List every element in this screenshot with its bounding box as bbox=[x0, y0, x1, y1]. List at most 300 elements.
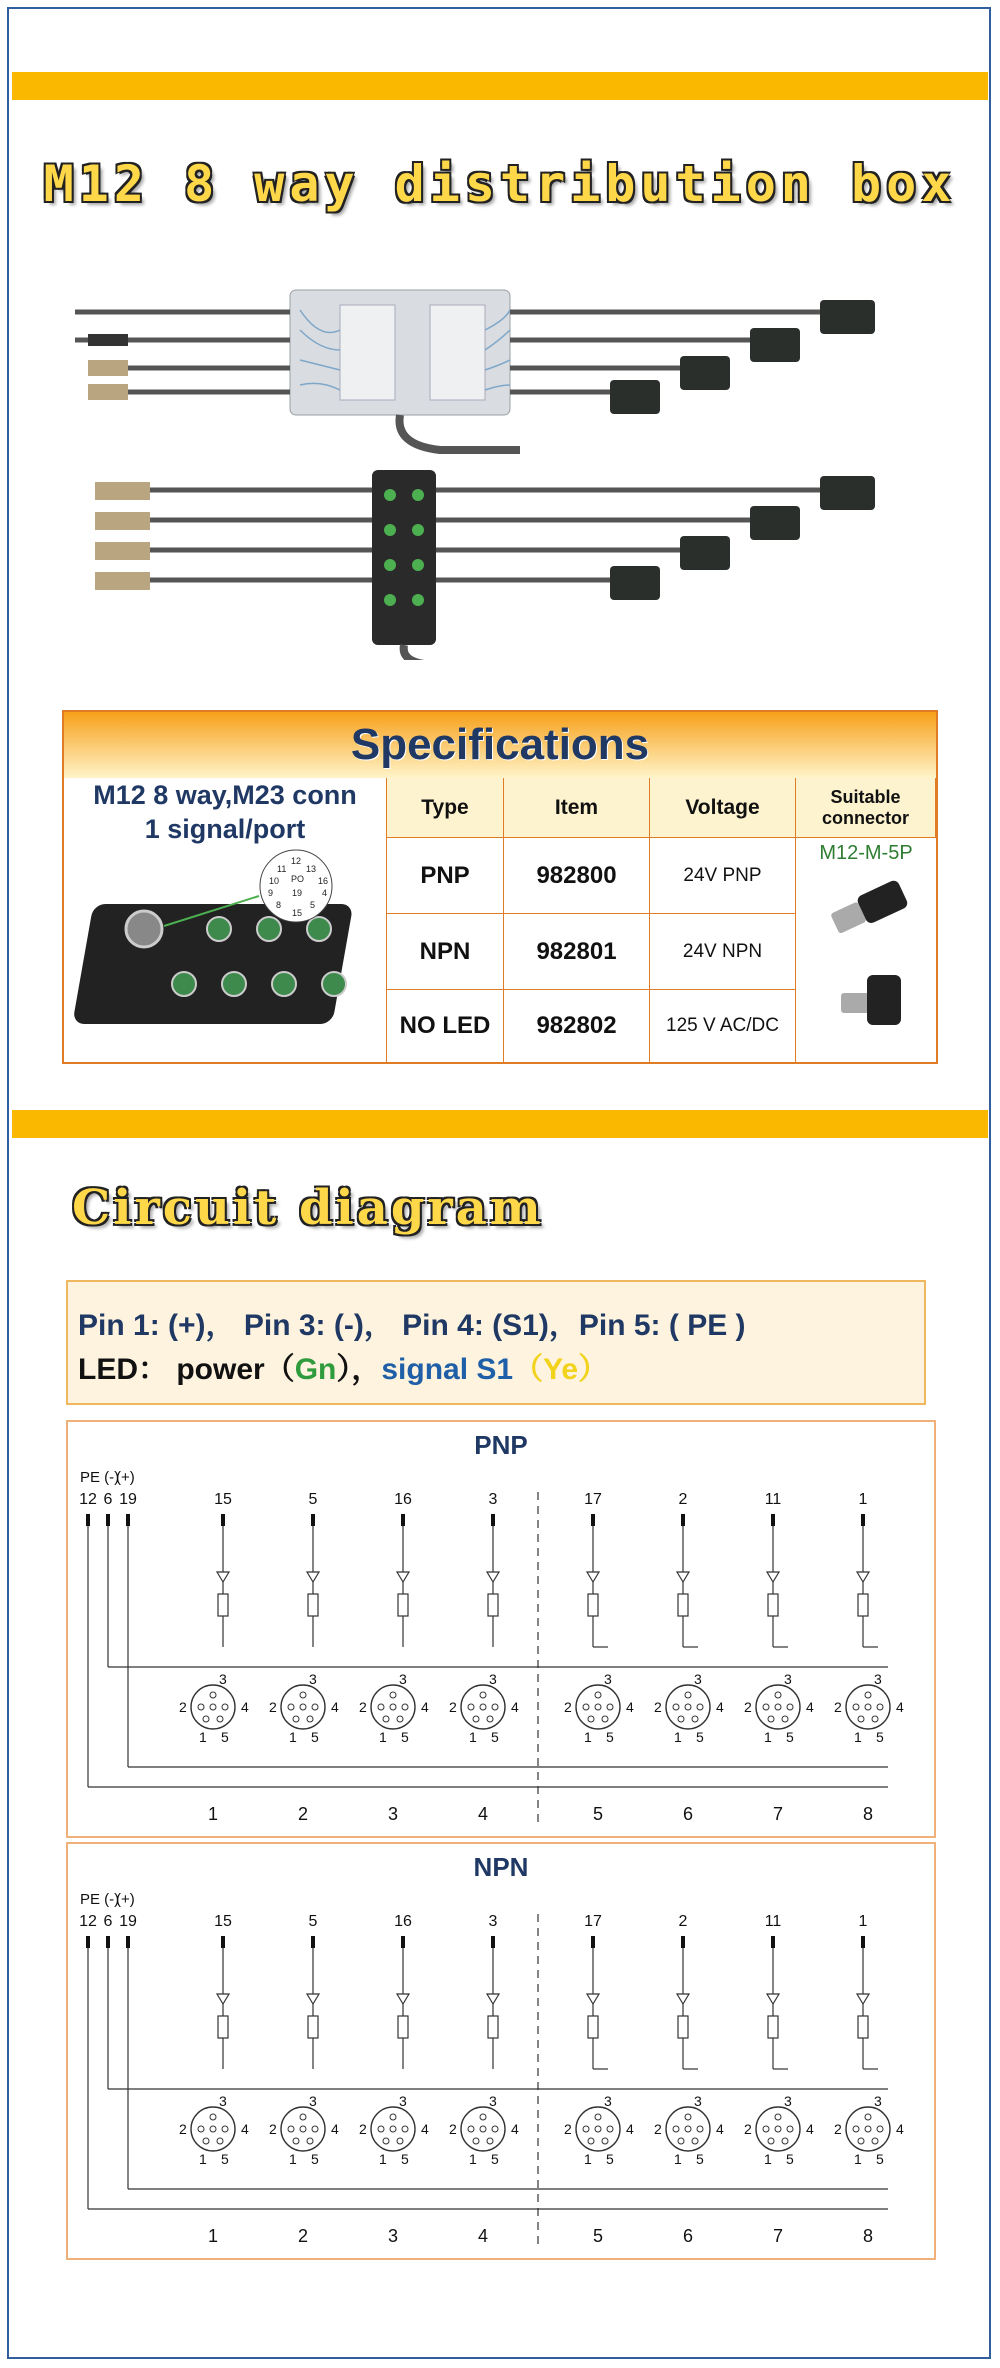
resistor bbox=[488, 1594, 498, 1616]
port-number: 5 bbox=[592, 2226, 604, 2246]
connector-pin-label: 1 bbox=[764, 2151, 772, 2167]
pin-dot bbox=[782, 1716, 788, 1722]
pin-dot bbox=[865, 1692, 871, 1698]
svg-text:11: 11 bbox=[277, 864, 287, 874]
npn-diagram bbox=[66, 1842, 936, 2260]
pin-dot bbox=[397, 1716, 403, 1722]
connector-pin-label: 5 bbox=[606, 1729, 614, 1745]
terminal-label: 12 bbox=[79, 1913, 97, 1930]
port-number: 8 bbox=[862, 2226, 874, 2246]
product-photo bbox=[64, 844, 386, 1064]
pin-dot bbox=[692, 1716, 698, 1722]
circuit-svg bbox=[68, 1422, 934, 1836]
connector-pin-label: 1 bbox=[379, 2151, 387, 2167]
connector-pin-label: 5 bbox=[786, 2151, 794, 2167]
connector-pin-label: 2 bbox=[654, 2121, 662, 2137]
pin-dot bbox=[487, 2138, 493, 2144]
led-open: （ bbox=[513, 1353, 544, 1386]
svg-text:16: 16 bbox=[318, 876, 329, 886]
pin-dot bbox=[312, 1704, 318, 1710]
pin-dot bbox=[402, 2126, 408, 2132]
row-npn-voltage: 24V NPN bbox=[650, 914, 796, 990]
led-symbol bbox=[307, 1994, 319, 2004]
row-npn-type: NPN bbox=[386, 914, 504, 990]
pin-dot bbox=[595, 1704, 601, 1710]
port-number: 7 bbox=[772, 2226, 784, 2246]
connector-pin-label: 4 bbox=[806, 2121, 814, 2137]
pin-dot bbox=[858, 2138, 864, 2144]
port-number: 2 bbox=[297, 1804, 309, 1824]
connector-pin-label: 3 bbox=[784, 2093, 792, 2109]
pin-dot bbox=[198, 2126, 204, 2132]
led-symbol bbox=[677, 1572, 689, 1582]
pin-dot bbox=[300, 1692, 306, 1698]
led-symbol bbox=[857, 1994, 869, 2004]
row-pnp-type: PNP bbox=[386, 838, 504, 914]
connector-pin-label: 5 bbox=[491, 1729, 499, 1745]
connector-pin-label: 1 bbox=[854, 2151, 862, 2167]
connector-pin-label: 2 bbox=[564, 1699, 572, 1715]
section-accent-band bbox=[12, 1110, 988, 1138]
connector-pin-label: 3 bbox=[309, 2093, 317, 2109]
terminal-label: 17 bbox=[584, 1491, 602, 1508]
connector-pin-label: 2 bbox=[654, 1699, 662, 1715]
pin-dot bbox=[607, 1704, 613, 1710]
resistor bbox=[858, 2016, 868, 2038]
svg-text:10: 10 bbox=[269, 876, 280, 886]
pin-dot bbox=[473, 2138, 479, 2144]
pin-dot bbox=[763, 2126, 769, 2132]
resistor bbox=[308, 2016, 318, 2038]
connector-pin-label: 4 bbox=[716, 2121, 724, 2137]
pin-dot bbox=[210, 1692, 216, 1698]
pin-dot bbox=[775, 2126, 781, 2132]
led-symbol bbox=[677, 1994, 689, 2004]
port-number: 8 bbox=[862, 1804, 874, 1824]
pin-dot bbox=[210, 2114, 216, 2120]
led-symbol bbox=[217, 1994, 229, 2004]
terminal-label: 19 bbox=[119, 1491, 137, 1508]
pin-dot bbox=[678, 2138, 684, 2144]
connector-pin-label: 2 bbox=[834, 2121, 842, 2137]
pin-dot bbox=[602, 1716, 608, 1722]
pin-dot bbox=[293, 2138, 299, 2144]
port-number: 1 bbox=[207, 2226, 219, 2246]
resistor bbox=[398, 2016, 408, 2038]
led-symbol bbox=[587, 1994, 599, 2004]
pin-dot bbox=[210, 2126, 216, 2132]
pin-dot bbox=[390, 2114, 396, 2120]
led-symbol bbox=[857, 1572, 869, 1582]
terminal-label: 17 bbox=[584, 1913, 602, 1930]
pin-dot bbox=[697, 2126, 703, 2132]
resistor bbox=[218, 2016, 228, 2038]
pin-dot bbox=[222, 2126, 228, 2132]
connector-pin-label: 3 bbox=[784, 1671, 792, 1687]
connector-pin-label: 5 bbox=[696, 1729, 704, 1745]
row-noled-item: 982802 bbox=[504, 990, 650, 1062]
terminal-label: 12 bbox=[79, 1491, 97, 1508]
pin-dot bbox=[402, 1704, 408, 1710]
connector-pin-label: 4 bbox=[511, 2121, 519, 2137]
terminal-label: 15 bbox=[214, 1913, 232, 1930]
led-legend bbox=[78, 1344, 608, 1388]
circuit-svg bbox=[68, 1844, 934, 2258]
port-number: 2 bbox=[297, 2226, 309, 2246]
resistor bbox=[588, 1594, 598, 1616]
terminal-label: 3 bbox=[488, 1913, 498, 1930]
resistor bbox=[218, 1594, 228, 1616]
pin-dot bbox=[288, 2126, 294, 2132]
svg-text:13: 13 bbox=[306, 864, 317, 874]
pin-dot bbox=[877, 2126, 883, 2132]
pnp-diagram bbox=[66, 1420, 936, 1838]
terminal-label: 3 bbox=[488, 1491, 498, 1508]
port-number: 1 bbox=[207, 1804, 219, 1824]
row-noled-voltage: 125 V AC/DC bbox=[650, 990, 796, 1062]
pin-dot bbox=[865, 2114, 871, 2120]
pin-dot bbox=[673, 2126, 679, 2132]
connector-pin-label: 3 bbox=[604, 1671, 612, 1687]
pin-dot bbox=[787, 2126, 793, 2132]
pin-dot bbox=[865, 2126, 871, 2132]
led-signal: signal S1 bbox=[381, 1353, 514, 1386]
connector-pin-label: 4 bbox=[331, 2121, 339, 2137]
product-line-2: 1 signal/port bbox=[144, 814, 306, 844]
svg-text:4: 4 bbox=[322, 888, 328, 898]
connector-pin-label: 5 bbox=[606, 2151, 614, 2167]
connector-pin-label: 1 bbox=[674, 2151, 682, 2167]
connector-pin-label: 3 bbox=[219, 1671, 227, 1687]
header-type: Type bbox=[386, 778, 504, 838]
led-gn: Gn bbox=[294, 1353, 337, 1386]
pin-dot bbox=[583, 2126, 589, 2132]
port-number: 4 bbox=[477, 1804, 489, 1824]
header-voltage: Voltage bbox=[650, 778, 796, 838]
connector-pin-label: 5 bbox=[696, 2151, 704, 2167]
svg-text:5: 5 bbox=[310, 900, 316, 910]
terminal-label: 16 bbox=[394, 1491, 412, 1508]
connector-pin-label: 1 bbox=[199, 1729, 207, 1745]
pin-dot bbox=[203, 1716, 209, 1722]
resistor bbox=[588, 2016, 598, 2038]
resistor bbox=[488, 2016, 498, 2038]
connector-pin-label: 5 bbox=[221, 2151, 229, 2167]
resistor bbox=[858, 1594, 868, 1616]
connector-pin-label: 5 bbox=[311, 1729, 319, 1745]
connector-pin-label: 4 bbox=[896, 1699, 904, 1715]
connector-pin-label: 2 bbox=[564, 2121, 572, 2137]
connector-pin-label: 4 bbox=[511, 1699, 519, 1715]
led-symbol bbox=[767, 1994, 779, 2004]
connector-pin-label: 1 bbox=[379, 1729, 387, 1745]
connector-pin-label: 4 bbox=[716, 1699, 724, 1715]
pin-dot bbox=[397, 2138, 403, 2144]
pin-dot bbox=[872, 1716, 878, 1722]
label-pe: PE (-) bbox=[80, 1891, 120, 1908]
pin-dot bbox=[203, 2138, 209, 2144]
pin-dot bbox=[787, 1704, 793, 1710]
svg-text:9: 9 bbox=[268, 888, 274, 898]
connector-pin-label: 2 bbox=[744, 1699, 752, 1715]
port-number: 7 bbox=[772, 1804, 784, 1824]
page-title: M12 8 way distribution box bbox=[43, 155, 957, 213]
pin-dot bbox=[288, 1704, 294, 1710]
connector-pin-label: 3 bbox=[399, 2093, 407, 2109]
pin-dot bbox=[383, 2138, 389, 2144]
specifications-table bbox=[62, 710, 938, 1064]
resistor bbox=[678, 2016, 688, 2038]
pin-dot bbox=[583, 1704, 589, 1710]
pin-dot bbox=[222, 1704, 228, 1710]
led-prefix: LED： power（ bbox=[78, 1353, 295, 1386]
resistor bbox=[678, 1594, 688, 1616]
row-pnp-voltage: 24V PNP bbox=[650, 838, 796, 914]
pin-dot bbox=[775, 1692, 781, 1698]
connector-pin-label: 5 bbox=[401, 1729, 409, 1745]
pin-dot bbox=[588, 2138, 594, 2144]
pin-dot bbox=[378, 2126, 384, 2132]
connector-pin-label: 3 bbox=[399, 1671, 407, 1687]
pin-dot bbox=[685, 1704, 691, 1710]
connector-pin-label: 1 bbox=[854, 1729, 862, 1745]
connector-pin-label: 4 bbox=[896, 2121, 904, 2137]
led-close: ） bbox=[578, 1353, 609, 1386]
pin-dot bbox=[865, 1704, 871, 1710]
led-symbol bbox=[397, 1572, 409, 1582]
diagram-title: NPN bbox=[473, 1852, 529, 1882]
diagram-title: PNP bbox=[474, 1430, 528, 1460]
pin-dot bbox=[768, 2138, 774, 2144]
pin-dot bbox=[300, 2114, 306, 2120]
specifications-title: Specifications bbox=[64, 712, 936, 778]
circuit-diagram-title: Circuit diagram bbox=[72, 1180, 544, 1236]
distribution-box bbox=[372, 470, 436, 645]
pin-dot bbox=[217, 2138, 223, 2144]
connector-pin-label: 4 bbox=[626, 2121, 634, 2137]
connector-pin-label: 5 bbox=[876, 1729, 884, 1745]
connector-name: M12-M-5P bbox=[819, 842, 913, 864]
pin-dot bbox=[782, 2138, 788, 2144]
connector-pin-label: 1 bbox=[764, 1729, 772, 1745]
pin-dot bbox=[198, 1704, 204, 1710]
terminal-label: 5 bbox=[308, 1491, 318, 1508]
port-number: 3 bbox=[387, 1804, 399, 1824]
connector-pin-label: 3 bbox=[309, 1671, 317, 1687]
resistor bbox=[768, 1594, 778, 1616]
connector-pin-label: 3 bbox=[694, 1671, 702, 1687]
connector-pin-label: 2 bbox=[449, 1699, 457, 1715]
pin-legend-box bbox=[66, 1280, 926, 1405]
led-symbol bbox=[487, 1572, 499, 1582]
port-number: 3 bbox=[387, 2226, 399, 2246]
header-item: Item bbox=[504, 778, 650, 838]
connector-pin-label: 3 bbox=[874, 2093, 882, 2109]
svg-text:12: 12 bbox=[291, 856, 302, 866]
pin-dot bbox=[312, 2126, 318, 2132]
led-symbol bbox=[487, 1994, 499, 2004]
connector-pin-label: 5 bbox=[876, 2151, 884, 2167]
pin-dot bbox=[692, 2138, 698, 2144]
terminal-label: 1 bbox=[858, 1913, 868, 1930]
terminal-label: 15 bbox=[214, 1491, 232, 1508]
pin-dot bbox=[768, 1716, 774, 1722]
pin-dot bbox=[673, 1704, 679, 1710]
port-number: 5 bbox=[592, 1804, 604, 1824]
pin-dot bbox=[858, 1716, 864, 1722]
pin-dot bbox=[602, 2138, 608, 2144]
connector-pin-label: 1 bbox=[469, 2151, 477, 2167]
svg-text:19: 19 bbox=[292, 888, 303, 898]
connector-pin-label: 3 bbox=[694, 2093, 702, 2109]
pin-dot bbox=[588, 1716, 594, 1722]
pin-dot bbox=[492, 1704, 498, 1710]
pin-dot bbox=[480, 2114, 486, 2120]
connector-pin-label: 3 bbox=[874, 1671, 882, 1687]
svg-text:8: 8 bbox=[276, 900, 282, 910]
pin-dot bbox=[468, 2126, 474, 2132]
svg-text:PO: PO bbox=[291, 874, 305, 884]
terminal-label: 6 bbox=[103, 1913, 113, 1930]
row-noled-type: NO LED bbox=[386, 990, 504, 1062]
connector-images bbox=[796, 865, 936, 1055]
pin-dot bbox=[775, 1704, 781, 1710]
pin-dot bbox=[775, 2114, 781, 2120]
pin-dot bbox=[480, 1704, 486, 1710]
pin-dot bbox=[300, 2126, 306, 2132]
connector-pin-label: 3 bbox=[219, 2093, 227, 2109]
pin-dot bbox=[293, 1716, 299, 1722]
connector-pin-label: 4 bbox=[241, 2121, 249, 2137]
connector-pin-label: 1 bbox=[584, 1729, 592, 1745]
pin-dot bbox=[300, 1704, 306, 1710]
terminal-label: 11 bbox=[764, 1913, 782, 1930]
connector-pin-label: 2 bbox=[834, 1699, 842, 1715]
connector-pin-label: 1 bbox=[289, 2151, 297, 2167]
connector-pin-label: 2 bbox=[269, 2121, 277, 2137]
connector-pin-label: 2 bbox=[359, 1699, 367, 1715]
terminal-label: 16 bbox=[394, 1913, 412, 1930]
connector-pin-label: 2 bbox=[179, 2121, 187, 2137]
product-description bbox=[64, 778, 386, 846]
pin-dot bbox=[390, 1704, 396, 1710]
connector-pin-label: 4 bbox=[806, 1699, 814, 1715]
connector-pin-label: 4 bbox=[241, 1699, 249, 1715]
pin-dot bbox=[595, 2126, 601, 2132]
terminal-label: 1 bbox=[858, 1491, 868, 1508]
led-symbol bbox=[307, 1572, 319, 1582]
label-pe: PE (-) bbox=[80, 1469, 120, 1486]
header-suitable-connector: Suitable connector bbox=[796, 778, 936, 838]
product-illustration bbox=[0, 270, 1000, 660]
connector-pin-label: 4 bbox=[421, 1699, 429, 1715]
connector-pin-label: 5 bbox=[786, 1729, 794, 1745]
pin-dot bbox=[607, 2126, 613, 2132]
port-number: 4 bbox=[477, 2226, 489, 2246]
led-symbol bbox=[217, 1572, 229, 1582]
row-npn-item: 982801 bbox=[504, 914, 650, 990]
pin-dot bbox=[480, 1692, 486, 1698]
terminal-label: 6 bbox=[103, 1491, 113, 1508]
pin-dot bbox=[595, 2114, 601, 2120]
row-pnp-item: 982800 bbox=[504, 838, 650, 914]
pin-dot bbox=[390, 2126, 396, 2132]
connector-pin-label: 1 bbox=[584, 2151, 592, 2167]
pin-dot bbox=[487, 1716, 493, 1722]
connector-pin-label: 5 bbox=[401, 2151, 409, 2167]
terminal-label: 2 bbox=[678, 1913, 688, 1930]
connector-pin-label: 4 bbox=[626, 1699, 634, 1715]
pin-dot bbox=[217, 1716, 223, 1722]
pin-dot bbox=[685, 1692, 691, 1698]
connector-cell bbox=[796, 838, 936, 1062]
connector-pin-label: 2 bbox=[179, 1699, 187, 1715]
connector-pin-label: 2 bbox=[359, 2121, 367, 2137]
label-plus: (+) bbox=[116, 1469, 135, 1486]
connector-pin-label: 1 bbox=[199, 2151, 207, 2167]
pin-dot bbox=[383, 1716, 389, 1722]
led-symbol bbox=[397, 1994, 409, 2004]
pin-dot bbox=[468, 1704, 474, 1710]
connector-pin-label: 3 bbox=[604, 2093, 612, 2109]
connector-pin-label: 5 bbox=[311, 2151, 319, 2167]
pin-dot bbox=[307, 2138, 313, 2144]
pin-assignment: Pin 1: (+)， Pin 3: (-)， Pin 4: (S1)，Pin 5: ( PE ) bbox=[78, 1309, 746, 1342]
connector-pin-label: 3 bbox=[489, 1671, 497, 1687]
connector-pin-label: 1 bbox=[469, 1729, 477, 1745]
pin-dot bbox=[307, 1716, 313, 1722]
connector-pin-label: 4 bbox=[421, 2121, 429, 2137]
connector-pin-label: 2 bbox=[744, 2121, 752, 2137]
pin-dot bbox=[853, 2126, 859, 2132]
pin-dot bbox=[473, 1716, 479, 1722]
top-accent-band bbox=[12, 72, 988, 100]
resistor bbox=[398, 1594, 408, 1616]
pin-dot bbox=[877, 1704, 883, 1710]
connector-pin-label: 5 bbox=[491, 2151, 499, 2167]
svg-text:15: 15 bbox=[292, 908, 303, 918]
led-symbol bbox=[587, 1572, 599, 1582]
pin-dot bbox=[685, 2126, 691, 2132]
pin-dot bbox=[210, 1704, 216, 1710]
led-symbol bbox=[767, 1572, 779, 1582]
connector-pin-label: 1 bbox=[674, 1729, 682, 1745]
port-number: 6 bbox=[682, 2226, 694, 2246]
terminal-label: 11 bbox=[764, 1491, 782, 1508]
pin-dot bbox=[390, 1692, 396, 1698]
pin-dot bbox=[480, 2126, 486, 2132]
terminal-label: 5 bbox=[308, 1913, 318, 1930]
product-line-1: M12 8 way,M23 conn bbox=[93, 780, 357, 810]
pin-dot bbox=[853, 1704, 859, 1710]
connector-pin-label: 5 bbox=[221, 1729, 229, 1745]
pin-dot bbox=[492, 2126, 498, 2132]
pin-dot bbox=[678, 1716, 684, 1722]
connector-pin-label: 1 bbox=[289, 1729, 297, 1745]
pin-dot bbox=[685, 2114, 691, 2120]
pin-dot bbox=[872, 2138, 878, 2144]
pin-dot bbox=[378, 1704, 384, 1710]
label-plus: (+) bbox=[116, 1891, 135, 1908]
connector-pin-label: 2 bbox=[449, 2121, 457, 2137]
led-ye: Ye bbox=[543, 1353, 579, 1386]
terminal-label: 2 bbox=[678, 1491, 688, 1508]
terminal-label: 19 bbox=[119, 1913, 137, 1930]
resistor bbox=[768, 2016, 778, 2038]
pin-dot bbox=[697, 1704, 703, 1710]
pin-dot bbox=[595, 1692, 601, 1698]
pin-dot bbox=[763, 1704, 769, 1710]
